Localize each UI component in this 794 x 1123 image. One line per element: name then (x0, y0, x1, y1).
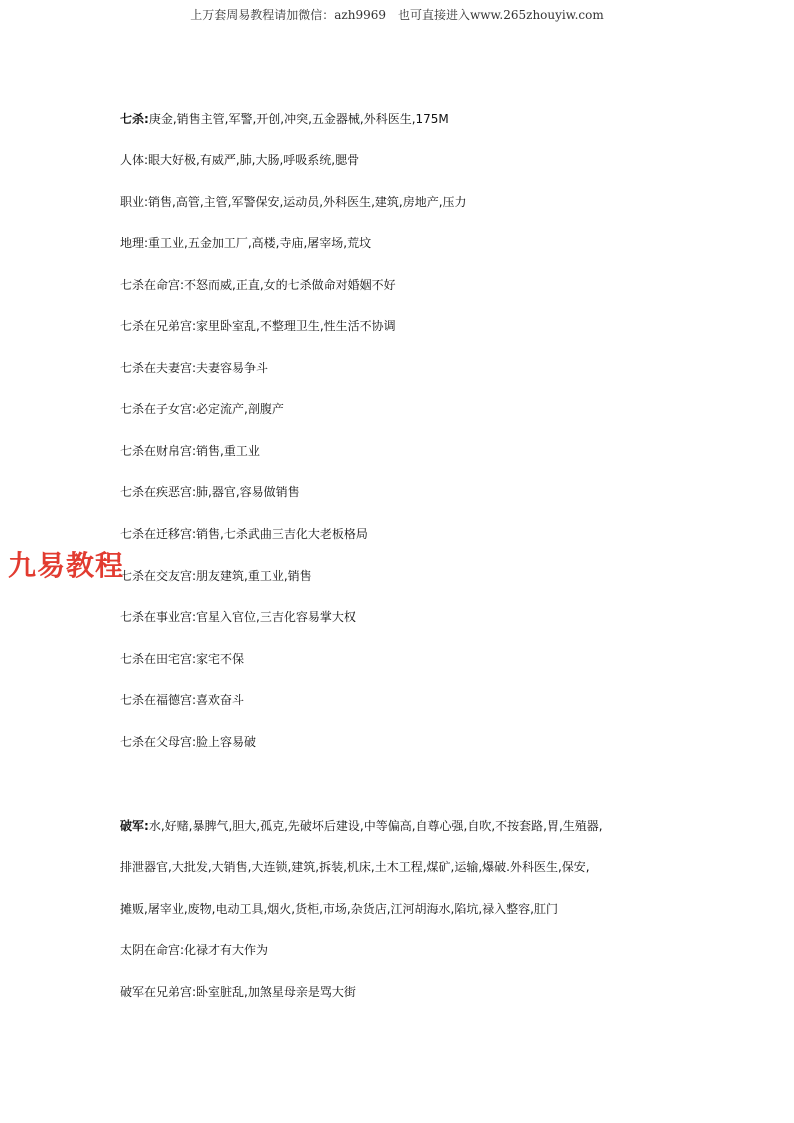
qisha-line: 人体:眼大好极,有威严,肺,大肠,呼吸系统,腮骨 (120, 153, 360, 167)
qisha-title: 七杀: (120, 112, 149, 126)
qisha-line: 七杀在迁移宫:销售,七杀武曲三吉化大老板格局 (120, 527, 368, 541)
qisha-line: 七杀在田宅宫:家宅不保 (120, 652, 245, 666)
pojun-intro: 水,好赌,暴脾气,胆大,孤克,先破坏后建设,中等偏高,自尊心强,自吹,不按套路,胃,生殖器, (148, 819, 603, 833)
pojun-line: 破军在兄弟宫:卧室脏乱,加煞星母亲是骂大街 (120, 985, 356, 999)
pojun-line: 摊贩,屠宰业,废物,电动工具,烟火,货柜,市场,杂货店,江河胡海水,陷坑,禄入整容,肛门 (120, 902, 558, 916)
pojun-line: 排泄器官,大批发,大销售,大连锁,建筑,拆装,机床,土木工程,煤矿,运输,爆破.外科医生,保安, (120, 860, 590, 874)
page-header: 上万套周易教程请加微信：azh9969 也可直接进入www.265zhouyiw.com (190, 8, 604, 22)
watermark-logo: 九易教程 (8, 549, 125, 582)
pojun-title: 破军: (120, 819, 149, 833)
qisha-line: 七杀在兄弟宫:家里卧室乱,不整理卫生,性生活不协调 (120, 319, 396, 333)
qisha-line: 七杀在子女宫:必定流产,剖腹产 (120, 402, 284, 416)
qisha-line: 七杀在事业宫:官星入官位,三吉化容易掌大权 (120, 610, 356, 624)
qisha-line: 七杀在疾恶宫:肺,器官,容易做销售 (120, 485, 300, 499)
qisha-line: 七杀在夫妻宫:夫妻容易争斗 (120, 361, 269, 375)
qisha-heading-line (120, 111, 449, 127)
qisha-line: 七杀在财帛宫:销售,重工业 (120, 444, 260, 458)
qisha-line: 七杀在交友宫:朋友建筑,重工业,销售 (120, 569, 312, 583)
qisha-line: 职业:销售,高管,主管,军警保安,运动员,外科医生,建筑,房地产,压力 (120, 195, 467, 209)
pojun-heading-line (120, 818, 603, 834)
qisha-line: 七杀在福德宫:喜欢奋斗 (120, 693, 245, 707)
qisha-intro: 庚金,销售主管,军警,开创,冲突,五金器械,外科医生,175M (148, 112, 449, 126)
qisha-line: 七杀在父母宫:脸上容易破 (120, 735, 257, 749)
qisha-line: 七杀在命宫:不怒而威,正直,女的七杀做命对婚姻不好 (120, 278, 396, 292)
qisha-line: 地理:重工业,五金加工厂,高楼,寺庙,屠宰场,荒坟 (120, 236, 372, 250)
pojun-line: 太阴在命宫:化禄才有大作为 (120, 943, 269, 957)
